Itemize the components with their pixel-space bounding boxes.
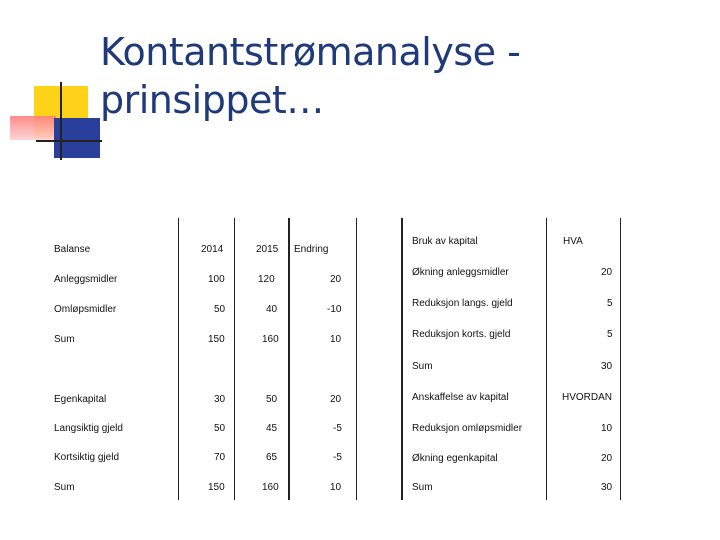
row-label: Økning anleggsmidler bbox=[412, 267, 509, 278]
row-label: Sum bbox=[412, 361, 433, 372]
row-value-change: 10 bbox=[330, 334, 342, 345]
row-value-change: -10 bbox=[327, 304, 342, 315]
row-label: Anleggsmidler bbox=[54, 274, 118, 285]
row-label: Reduksjon langs. gjeld bbox=[412, 298, 513, 309]
row-label: Sum bbox=[54, 482, 75, 493]
row-value-2014: 30 bbox=[214, 394, 226, 405]
row-value-2015: 160 bbox=[262, 334, 279, 345]
row-value: 20 bbox=[601, 267, 613, 278]
row-value: 5 bbox=[607, 298, 613, 309]
row-label: Kortsiktig gjeld bbox=[54, 452, 120, 463]
row-value: 10 bbox=[601, 423, 613, 434]
row-value-2015: 160 bbox=[262, 482, 279, 493]
header-how: HVORDAN bbox=[562, 392, 613, 403]
row-value-change: -5 bbox=[333, 452, 342, 463]
header-use-of-capital: Bruk av kapital bbox=[412, 236, 478, 247]
row-value-2014: 70 bbox=[214, 452, 226, 463]
row-value-2015: 120 bbox=[258, 274, 275, 285]
row-label: Sum bbox=[412, 482, 433, 493]
header-what: HVA bbox=[563, 236, 583, 247]
row-value-2015: 65 bbox=[266, 452, 278, 463]
header-2015: 2015 bbox=[256, 244, 279, 255]
row-value-2015: 50 bbox=[266, 394, 278, 405]
row-label: Omløpsmidler bbox=[54, 304, 117, 315]
header-balance: Balanse bbox=[54, 244, 91, 255]
row-value-2015: 45 bbox=[266, 423, 278, 434]
row-label: Økning egenkapital bbox=[412, 453, 498, 464]
row-value-2014: 150 bbox=[208, 482, 225, 493]
row-label: Sum bbox=[54, 334, 75, 345]
row-value: 30 bbox=[601, 482, 613, 493]
title-line-2: prinsippet… bbox=[100, 78, 324, 122]
row-value: 5 bbox=[607, 329, 613, 340]
title-line-1: Kontantstrømanalyse - bbox=[100, 30, 521, 74]
row-value-2014: 150 bbox=[208, 334, 225, 345]
header-change: Endring bbox=[294, 244, 329, 255]
row-value-2015: 40 bbox=[266, 304, 278, 315]
table-divider bbox=[546, 218, 547, 500]
row-label: Reduksjon korts. gjeld bbox=[412, 329, 511, 340]
row-label: Egenkapital bbox=[54, 394, 107, 405]
row-value-change: 20 bbox=[330, 274, 342, 285]
row-label: Langsiktig gjeld bbox=[54, 423, 123, 434]
row-value-change: 10 bbox=[330, 482, 342, 493]
row-value: 20 bbox=[601, 453, 613, 464]
row-value-2014: 50 bbox=[214, 423, 226, 434]
row-value-change: -5 bbox=[333, 423, 342, 434]
row-value-2014: 100 bbox=[208, 274, 225, 285]
table-divider bbox=[620, 218, 621, 500]
table-divider bbox=[401, 218, 403, 500]
header-source-of-capital: Anskaffelse av kapital bbox=[412, 392, 509, 403]
row-value: 30 bbox=[601, 361, 613, 372]
row-label: Reduksjon omløpsmidler bbox=[412, 423, 523, 434]
row-value-change: 20 bbox=[330, 394, 342, 405]
row-value-2014: 50 bbox=[214, 304, 226, 315]
header-2014: 2014 bbox=[201, 244, 224, 255]
